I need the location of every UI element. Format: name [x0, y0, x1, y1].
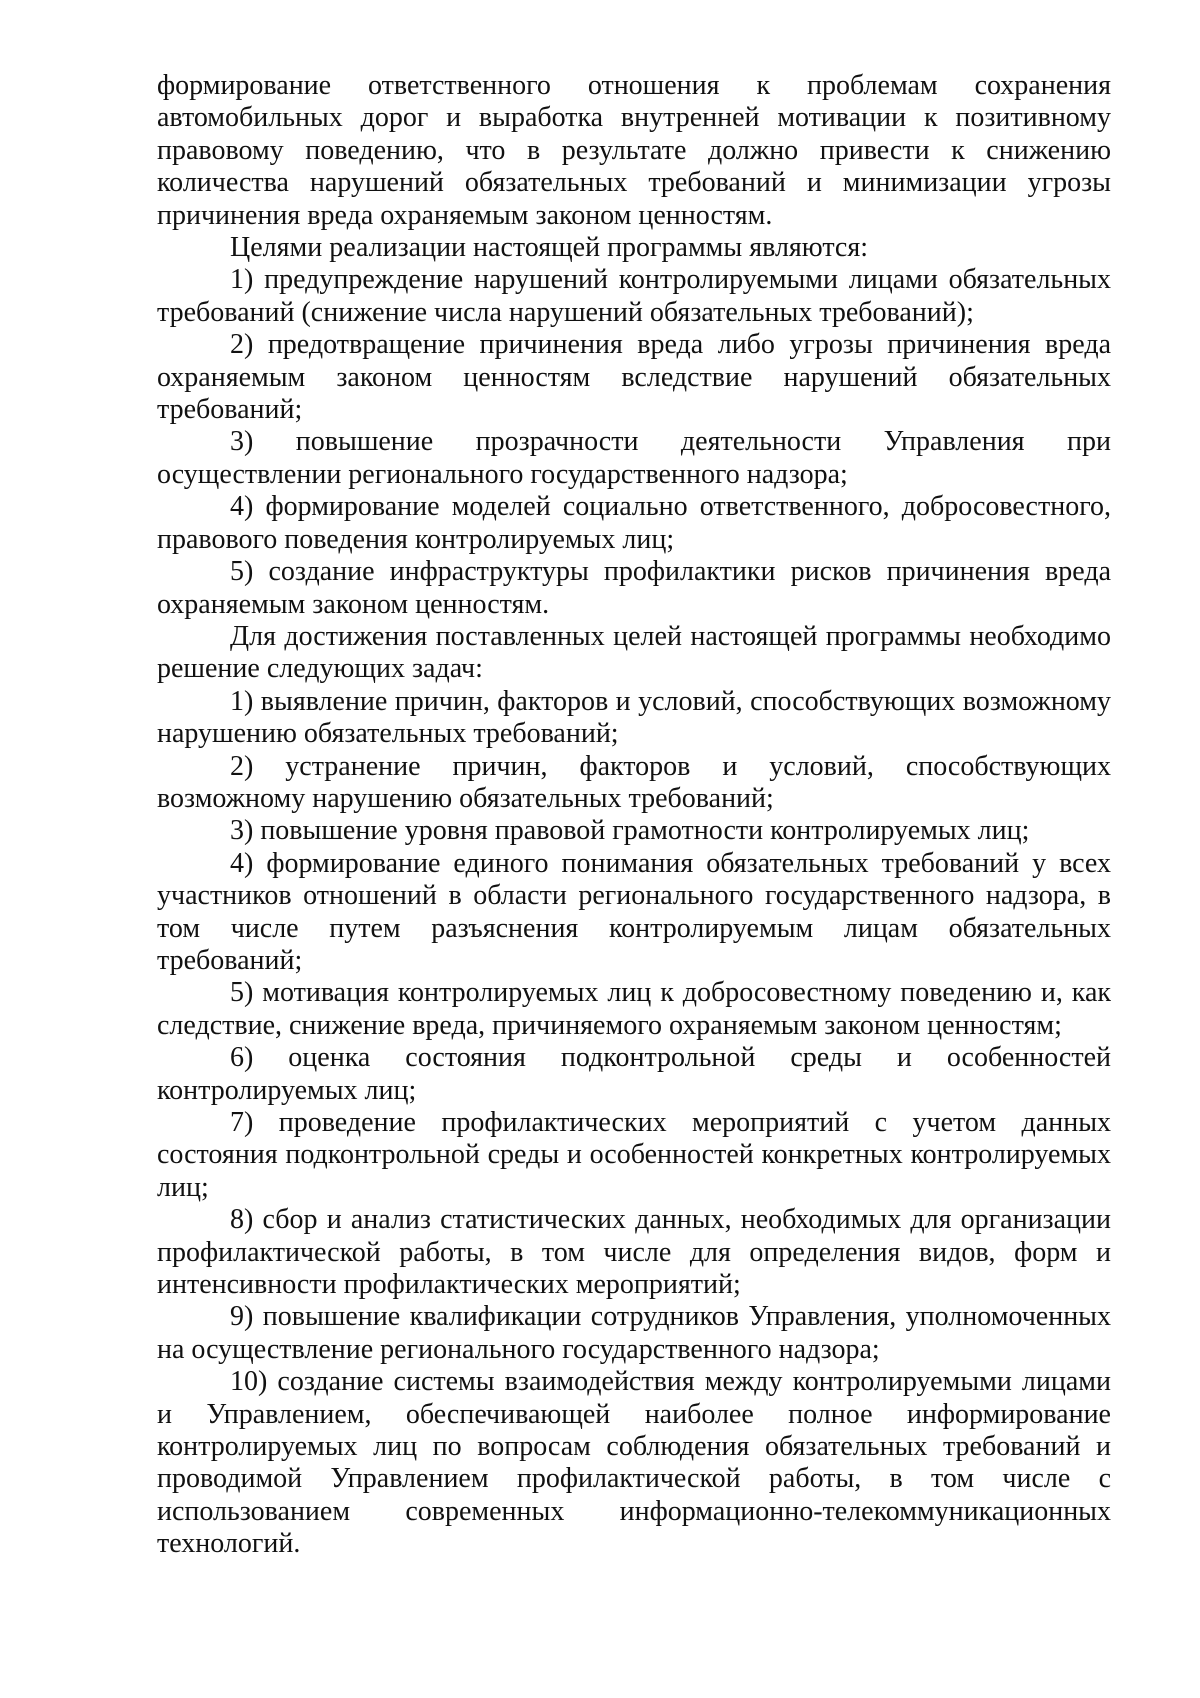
document-page — [157, 70, 1111, 1561]
task-item-6: 6) оценка состояния подконтрольной среды и особенностей контролируемых лиц; — [157, 1042, 1111, 1106]
goal-item-4: 4) формирование моделей социально ответственного, добросовестного, правового поведения контролируемых лиц; — [157, 491, 1111, 555]
paragraph-goals-intro: Целями реализации настоящей программы являются: — [230, 232, 869, 264]
task-item-10: 10) создание системы взаимодействия между контролируемыми лицами и Управлением, обеспечивающей наиболее полное информирование контролируемых лиц по вопросам соблюдения обязательных требований и проводимой Управлением профилактической работы, в том числе с использованием современных информационно-телекоммуникационных технологий. — [157, 1366, 1111, 1560]
task-item-7: 7) проведение профилактических мероприятий с учетом данных состояния подконтрольной среды и особенностей конкретных контролируемых лиц; — [157, 1107, 1111, 1203]
goal-item-1: 1) предупреждение нарушений контролируемыми лицами обязательных требований (снижение числа нарушений обязательных требований); — [157, 264, 1111, 328]
goal-item-3: 3) повышение прозрачности деятельности Управления при осуществлении регионального государственного надзора; — [157, 426, 1111, 490]
task-item-9: 9) повышение квалификации сотрудников Управления, уполномоченных на осуществление регионального государственного надзора; — [157, 1301, 1111, 1365]
task-item-3: 3) повышение уровня правовой грамотности контролируемых лиц; — [230, 815, 1030, 847]
paragraph-continuation: формирование ответственного отношения к проблемам сохранения автомобильных дорог и выработка внутренней мотивации к позитивному правовому поведению, что в результате должно привести к снижению количества нарушений обязательных требований и минимизации угрозы причинения вреда охраняемым законом ценностям. — [157, 70, 1111, 231]
task-item-1: 1) выявление причин, факторов и условий, способствующих возможному нарушению обязательных требований; — [157, 685, 1111, 750]
task-item-4: 4) формирование единого понимания обязательных требований у всех участников отношений в области регионального государственного надзора, в том числе путем разъяснения контролируемым лицам обязательных требований; — [157, 847, 1111, 976]
goal-item-5: 5) создание инфраструктуры профилактики рисков причинения вреда охраняемым законом ценностям. — [157, 556, 1111, 620]
task-item-2: 2) устранение причин, факторов и условий, способствующих возможному нарушению обязательных требований; — [157, 750, 1111, 814]
task-item-8: 8) сбор и анализ статистических данных, необходимых для организации профилактической работы, в том числе для определения видов, форм и интенсивности профилактических мероприятий; — [157, 1204, 1111, 1301]
paragraph-tasks-intro: Для достижения поставленных целей настоящей программы необходимо решение следующих задач: — [157, 620, 1111, 685]
task-item-5: 5) мотивация контролируемых лиц к добросовестному поведению и, как следствие, снижение вреда, причиняемого охраняемым законом ценностям; — [157, 977, 1111, 1041]
goal-item-2: 2) предотвращение причинения вреда либо угрозы причинения вреда охраняемым законом ценностям вследствие нарушений обязательных требований; — [157, 329, 1111, 426]
